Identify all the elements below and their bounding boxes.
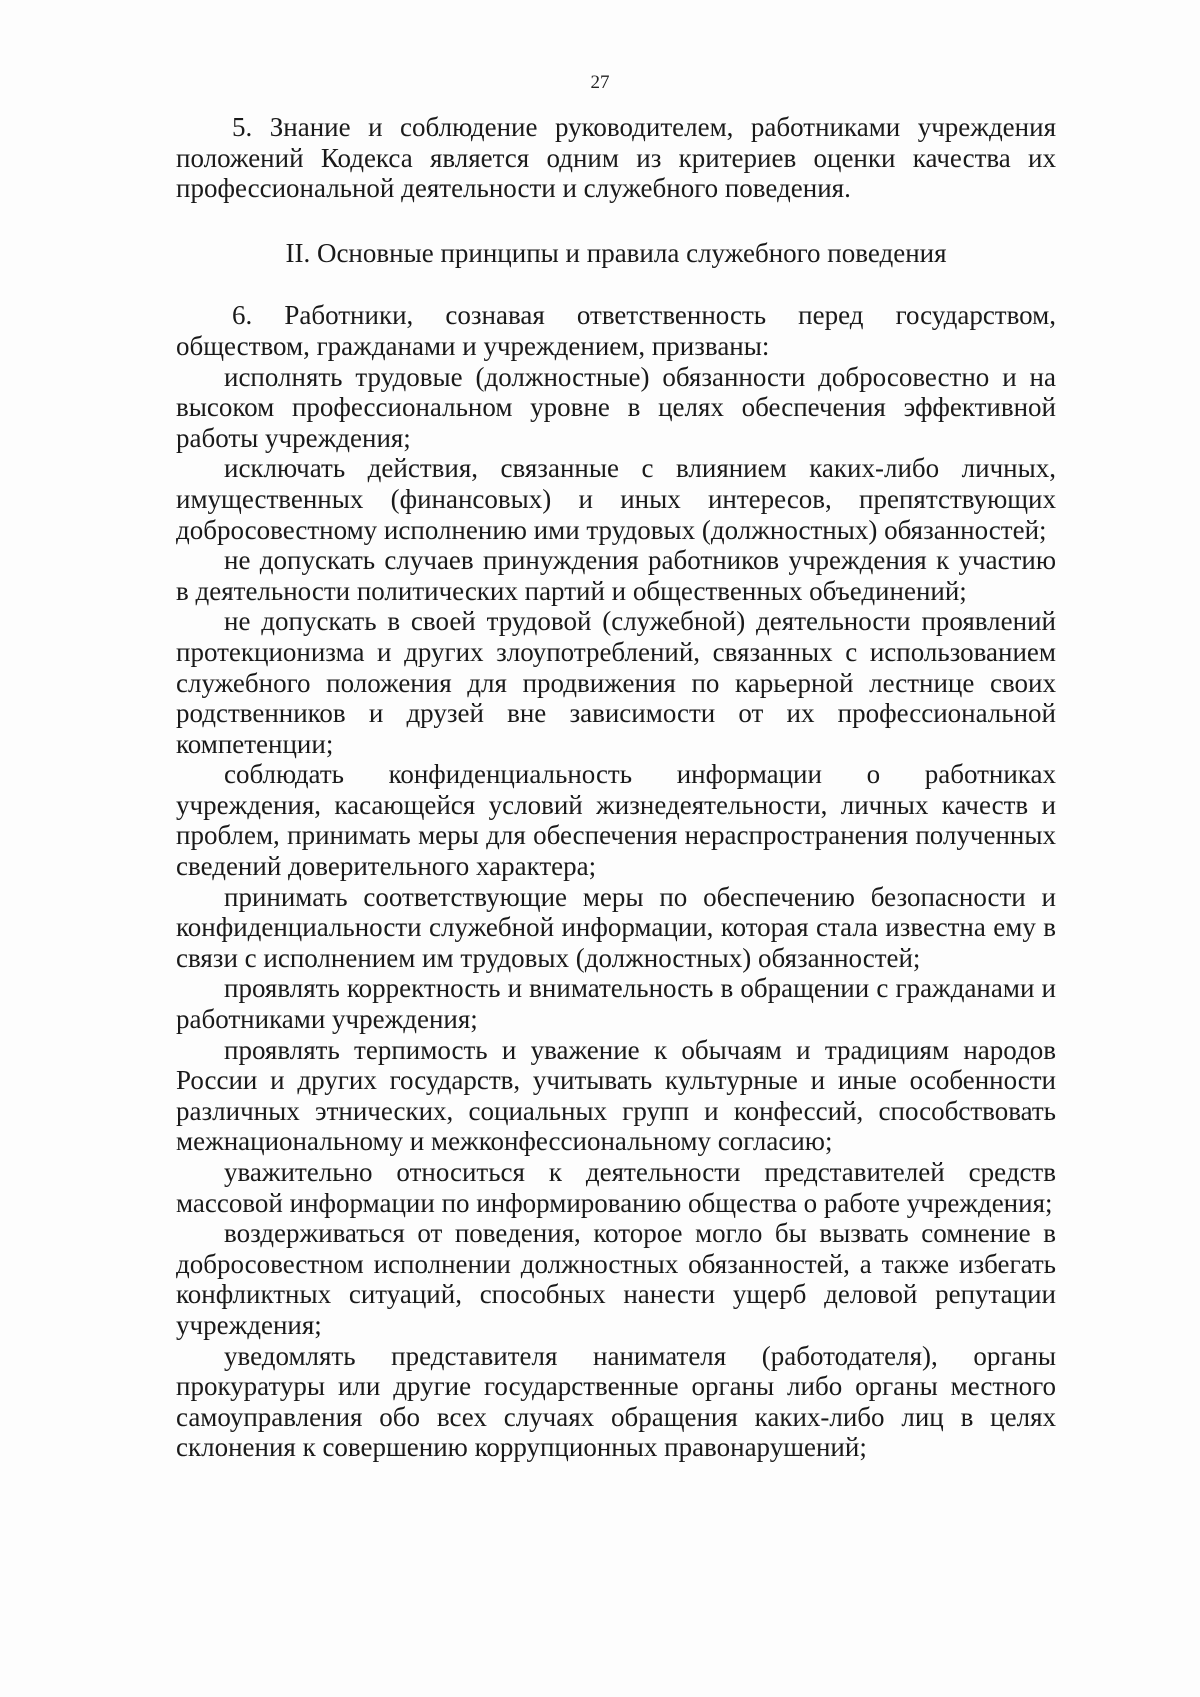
list-item: проявлять терпимость и уважение к обычаям и традициям народов России и других государств, учитывать культурные и иные особенности различных этнических, социальных групп и конфессий, способствовать межнациональному и межконфессиональному согласию; bbox=[176, 1034, 1056, 1157]
list-item: не допускать случаев принуждения работников учреждения к участию в деятельности политических партий и общественных объединений; bbox=[176, 545, 1056, 606]
list-item: воздерживаться от поведения, которое могло бы вызвать сомнение в добросовестном исполнении должностных обязанностей, а также избегать конфликтных ситуаций, способных нанести ущерб деловой репутации учреждения; bbox=[176, 1218, 1056, 1340]
intro-paragraph: 5. Знание и соблюдение руководителем, работниками учреждения положений Кодекса является одним из критериев оценки качества их профессиональной деятельности и служебного поведения. bbox=[176, 112, 1056, 204]
list-item: исполнять трудовые (должностные) обязанности добросовестно и на высоком профессиональном уровне в целях обеспечения эффективной работы учреждения; bbox=[176, 361, 1056, 453]
document-body bbox=[176, 112, 1056, 1463]
list-item: принимать соответствующие меры по обеспечению безопасности и конфиденциальности служебной информации, которая стала известна ему в связи с исполнением им трудовых (должностных) обязанностей; bbox=[176, 881, 1056, 973]
list-item: уведомлять представителя нанимателя (работодателя), органы прокуратуры или другие государственные органы либо органы местного самоуправления обо всех случаях обращения каких-либо лиц в целях склонения к совершению коррупционных правонарушений; bbox=[176, 1340, 1056, 1463]
section-lead-paragraph: 6. Работники, сознавая ответственность перед государством, обществом, гражданами и учреждением, призваны: bbox=[176, 300, 1056, 361]
list-item: проявлять корректность и внимательность в обращении с гражданами и работниками учреждения; bbox=[176, 973, 1056, 1035]
list-item: уважительно относиться к деятельности представителей средств массовой информации по информированию общества о работе учреждения; bbox=[176, 1157, 1056, 1218]
list-item: исключать действия, связанные с влиянием каких-либо личных, имущественных (финансовых) и иных интересов, препятствующих добросовестному исполнению ими трудовых (должностных) обязанностей; bbox=[176, 453, 1056, 545]
section-heading: II. Основные принципы и правила служебного поведения bbox=[285, 237, 947, 268]
duties-list bbox=[176, 362, 1056, 1463]
page-number: 27 bbox=[590, 72, 610, 93]
list-item: не допускать в своей трудовой (служебной) деятельности проявлений протекционизма и других злоупотреблений, связанных с использованием служебного положения для продвижения по карьерной лестнице своих родственников и друзей вне зависимости от их профессиональной компетенции; bbox=[176, 606, 1056, 759]
list-item: соблюдать конфиденциальность информации о работниках учреждения, касающейся условий жизнедеятельности, личных качеств и проблем, принимать меры для обеспечения нераспространения полученных сведений доверительного характера; bbox=[176, 759, 1056, 882]
